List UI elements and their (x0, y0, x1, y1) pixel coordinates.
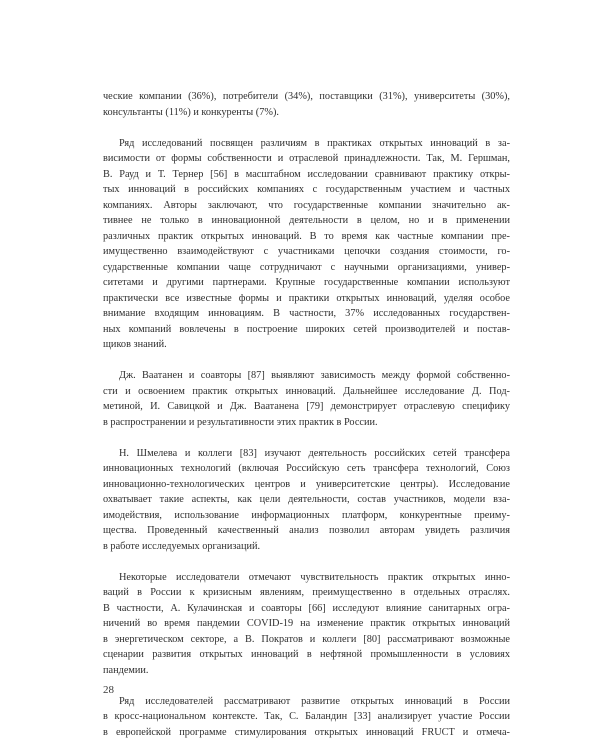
text-line: сударственные компании чаще сотрудничают с научными организациями, универ- (103, 261, 510, 273)
text-line: в работе исследуемых организаций. (103, 540, 261, 552)
text-line: В частности, А. Кулачинская и соавторы [66] исследуют влияние санитарных огра- (103, 602, 510, 614)
paragraph (103, 694, 510, 741)
text-line: Ряд исследований посвящен различиям в практиках открытых инноваций в за- (119, 137, 510, 149)
paragraph (103, 136, 510, 353)
text-line: инновационных технологий (включая Российскую сеть трансфера технологий, Союз (103, 463, 510, 474)
text-line: метиной, И. Савицкой и Дж. Ваатанена [79] демонстрирует отраслевую специфику (103, 401, 510, 412)
text-line: в кросс-национальном контексте. Так, С. Баландин [33] анализирует участие России (103, 711, 510, 722)
text-line: Н. Шмелева и коллеги [83] изучают деятельность российских сетей трансфера (119, 447, 510, 459)
text-line: ничений во время пандемии COVID-19 на изменение практик открытых инноваций (103, 618, 510, 629)
text-line: практически все известные формы и практики открытых инноваций, уделяя особое (103, 292, 510, 304)
text-line: ситетами и другими партнерами. Крупные государственные компании используют (103, 277, 510, 288)
text-line: в распространении и результативности этих практик в России. (103, 416, 378, 428)
paragraph (103, 570, 510, 679)
text-line: висимости от формы собственности и отраслевой принадлежности. Так, М. Гершман, (103, 153, 510, 164)
text-line: тивнее не только в инновационной деятельности в целом, но и в применении (103, 215, 510, 226)
text-line: сценарии развития открытых инноваций в нефтяной промышленности в условиях (103, 649, 510, 660)
page-number: 28 (103, 684, 114, 696)
text-line: в энергетическом секторе, а В. Пократов и коллеги [80] рассматривают возможные (103, 633, 510, 645)
text-line: Дж. Ваатанен и соавторы [87] выявляют зависимость между формой собственно- (119, 370, 510, 381)
text-line: Ряд исследователей рассматривают развитие открытых инноваций в России (119, 695, 510, 707)
text-line: имодействия, использование информационных платформ, конкурентные преиму- (103, 509, 510, 521)
text-line: сти и освоением практик открытых инноваций. Дальнейшее исследование Д. Под- (103, 385, 510, 397)
text-line: различных практик открытых инноваций. В то время как частные компании пре- (103, 230, 510, 242)
paragraph (103, 89, 510, 120)
text-line: тых инноваций в российских компаниях с государственным участием и частных (103, 184, 510, 195)
paragraph (103, 446, 510, 555)
text-line: ческие компании (36%), потребители (34%), поставщики (31%), университеты (30%), (103, 91, 510, 102)
text-line: имущественно взаимодействуют с участниками цепочки создания стоимости, го- (103, 246, 510, 257)
text-line: Некоторые исследователи отмечают чувствительность практик открытых инно- (119, 571, 510, 583)
text-line: щества. Проведенный качественный анализ позволил авторам увидеть различия (103, 525, 510, 536)
text-line: ваций в России к кризисным явлениям, преимущественно в отдельных отраслях. (103, 587, 510, 598)
body-text (103, 89, 510, 756)
text-line: внимание входящим инновациям. В частности, 37% исследованных государствен- (103, 308, 510, 319)
text-line: в европейской программе стимулирования открытых инноваций FRUCT и отмеча- (103, 726, 510, 738)
text-line: ных компаний вовлечены в построение широких сетей производителей и постав- (103, 323, 510, 335)
text-line: консультанты (11%) и конкуренты (7%). (103, 106, 279, 118)
text-line: щиков знаний. (103, 339, 167, 350)
text-line: В. Рауд и Т. Тернер [56] в масштабном исследовании сравнивают практику откры- (103, 168, 510, 180)
text-line: пандемии. (103, 664, 149, 676)
text-line: инновационно-технологических центров и университетские центры). Исследование (103, 478, 510, 490)
text-line: охватывает такие аспекты, как цели деятельности, состав участников, модели вза- (103, 494, 510, 505)
paragraph (103, 368, 510, 430)
text-line: компаниях. Авторы заключают, что государственные компании значительно ак- (103, 199, 510, 211)
